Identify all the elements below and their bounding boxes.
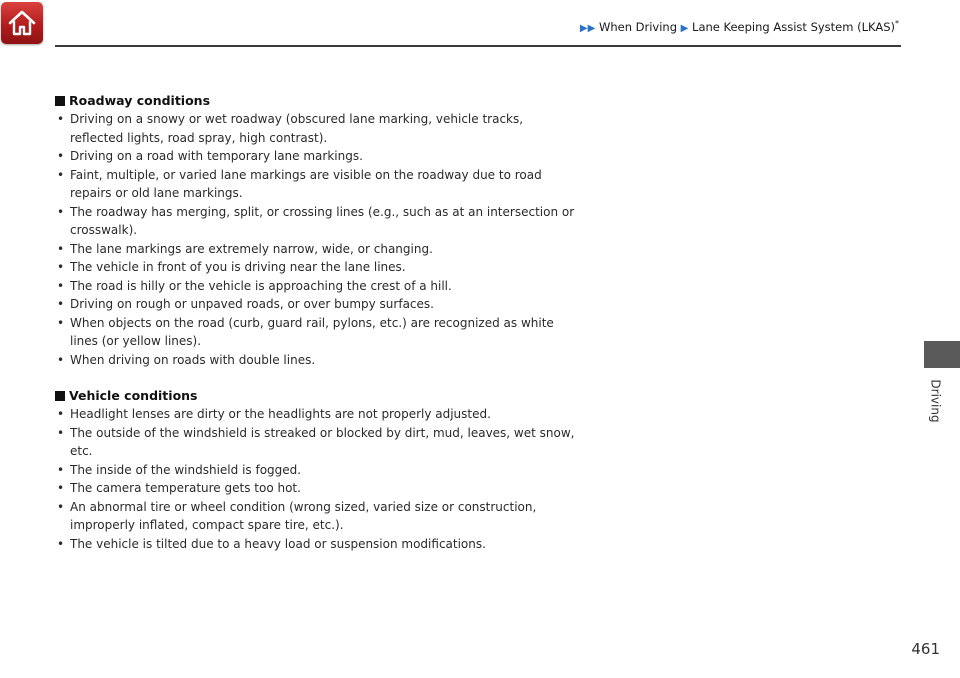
list-item: • When driving on roads with double lines. (55, 351, 575, 370)
list-item: • The lane markings are extremely narrow, wide, or changing. (55, 240, 575, 259)
bullet-icon: • (57, 167, 65, 182)
main-content (55, 92, 575, 553)
bullet-icon: • (57, 297, 65, 311)
section-spacer (55, 369, 575, 387)
section-heading-roadway: Roadway conditions (55, 92, 575, 110)
section-tab-driving[interactable] (924, 341, 960, 368)
list-item: • The inside of the windshield is fogged. (55, 461, 575, 480)
breadcrumb-marker: * (895, 19, 899, 28)
bullet-icon: • (57, 481, 65, 495)
breadcrumb-arrow-icon: ▶▶ (579, 22, 596, 34)
page-number: 461 (911, 640, 940, 658)
bullet-icon: • (57, 149, 65, 163)
list-item: • Driving on a snowy or wet roadway (obscured lane marking, vehicle tracks, reflected lights, road spray, high contrast). (57, 112, 524, 145)
bullet-icon: • (57, 260, 65, 274)
bullet-icon: • (57, 536, 65, 551)
breadcrumb-section-link[interactable]: When Driving (598, 19, 678, 34)
list-item: • The outside of the windshield is streaked or blocked by dirt, mud, leaves, wet snow, etc. (57, 425, 575, 458)
section-tab-label: Driving (929, 379, 944, 423)
bullet-icon: • (57, 241, 65, 256)
list-item: • Driving on rough or unpaved roads, or over bumpy surfaces. (55, 295, 575, 314)
breadcrumb-topic-link[interactable]: Lane Keeping Assist System (LKAS) (692, 19, 895, 34)
breadcrumb-arrow-icon: ▶ (680, 22, 689, 34)
section-heading-vehicle: Vehicle conditions (55, 387, 575, 405)
bullet-icon: • (57, 204, 65, 219)
header-divider (55, 45, 901, 47)
bullet-icon: • (57, 407, 65, 421)
home-button[interactable] (1, 2, 43, 44)
list-item: • The camera temperature gets too hot. (55, 479, 575, 498)
vehicle-conditions-list (55, 405, 575, 553)
bullet-icon: • (57, 278, 65, 293)
bullet-icon: • (57, 352, 65, 367)
bullet-icon: • (57, 425, 65, 440)
roadway-conditions-list (55, 110, 575, 369)
list-item: • When objects on the road (curb, guard rail, pylons, etc.) are recognized as white lines (or yellow lines). (57, 315, 554, 348)
list-item: • Faint, multiple, or varied lane markings are visible on the roadway due to road repairs or old lane markings. (57, 167, 542, 200)
breadcrumb (580, 19, 899, 34)
list-item: • Headlight lenses are dirty or the headlights are not properly adjusted. (55, 405, 575, 424)
square-bullet-icon (55, 96, 65, 106)
list-item: • An abnormal tire or wheel condition (wrong sized, varied size or construction, improperly inflated, compact spare tire, etc.). (57, 499, 537, 532)
list-item: • The vehicle in front of you is driving near the lane lines. (55, 258, 575, 277)
list-item: • The vehicle is tilted due to a heavy load or suspension modifications. (55, 535, 575, 554)
home-icon (7, 9, 37, 37)
bullet-icon: • (57, 462, 65, 477)
bullet-icon: • (57, 112, 65, 126)
list-item: • Driving on a road with temporary lane markings. (55, 147, 575, 166)
square-bullet-icon (55, 391, 65, 401)
list-item: • The roadway has merging, split, or crossing lines (e.g., such as at an intersection or crosswalk). (57, 204, 575, 237)
bullet-icon: • (57, 499, 65, 514)
bullet-icon: • (57, 315, 65, 330)
list-item: • The road is hilly or the vehicle is approaching the crest of a hill. (55, 277, 575, 296)
